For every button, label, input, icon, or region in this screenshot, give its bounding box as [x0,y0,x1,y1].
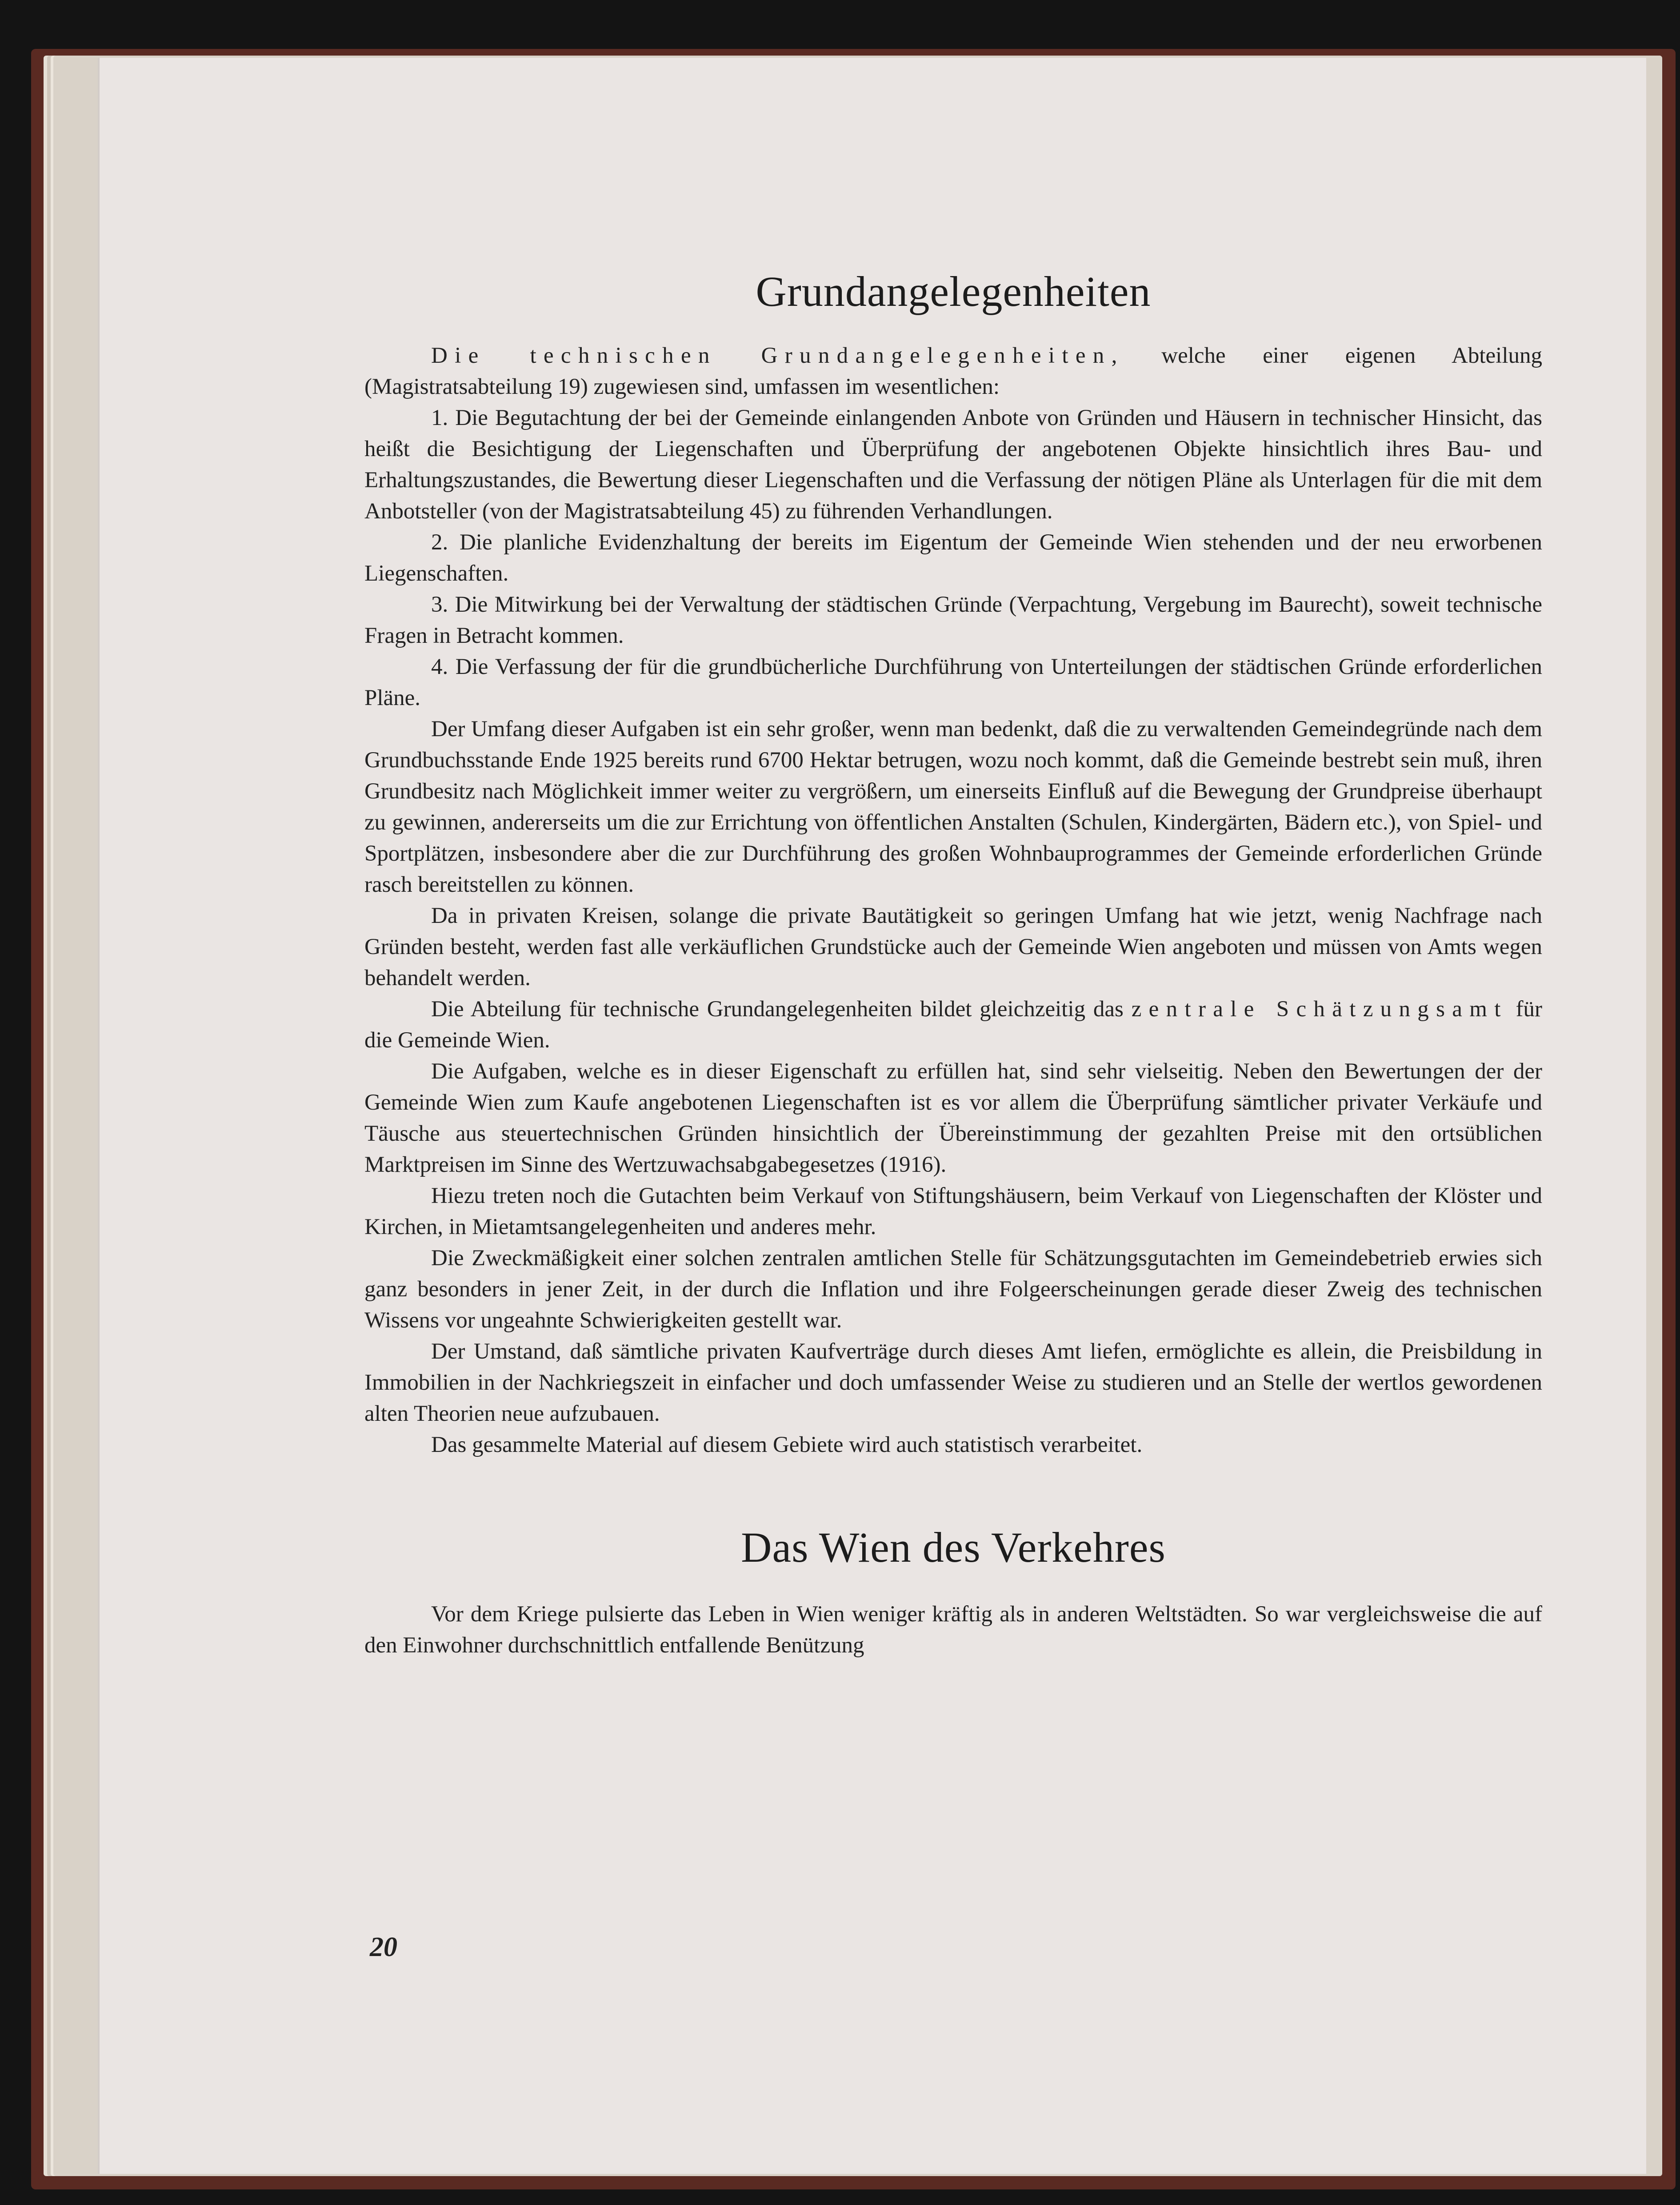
page-text [364,240,1542,1661]
abteilung-text-b: für die Gemeinde Wien. [364,997,1543,1053]
paragraph-abteilung [364,994,1542,1056]
intro-rest-text: welche einer eigenen Abteilung (Magistratsabteilung 19) zugewiesen sind, umfassen im wesentlichen: [364,343,1542,399]
list-item-4: 4. Die Verfassung der für die grundbücherliche Durchführung von Unterteilungen der städtischen Gründe erforderlichen Pläne. [364,654,1542,710]
page-number: 20 [370,1932,397,1962]
paragraph-hiezu: Hiezu treten noch die Gutachten beim Verkauf von Stiftungshäusern, beim Verkauf von Liegenschaften der Klöster und Kirchen, in Mietamtsangelegenheiten und anderes mehr. [364,1183,1542,1239]
intro-paragraph [364,340,1542,402]
paragraph-umfang: Der Umfang dieser Aufgaben ist ein sehr großer, wenn man bedenkt, daß die zu verwaltenden Gemeindegründe nach dem Grundbuchsstande Ende 1925 bereits rund 6700 Hektar betrugen, wozu noch kommt, daß die Gemeinde bestrebt sein muß, ihren Grundbesitz nach Möglichkeit immer weiter zu vergrößern, um einerseits Einfluß auf die Bewegung der Grundpreise überhaupt zu gewinnen, andererseits um die zur Errichtung von öffentlichen Anstalten (Schulen, Kindergärten, Bädern etc.), von Spiel- und Sportplätzen, insbesondere aber die zur Durchführung des großen Wohnbauprogrammes der Gemeinde erforderlichen Gründe rasch bereitstellen zu können. [364,717,1542,897]
section-title-grundangelegenheiten: Grundangelegenheiten [756,268,1151,315]
abteilung-text-a: Die Abteilung für technische Grundangelegenheiten bildet gleichzeitig das [431,997,1132,1022]
paragraph-zweck: Die Zweckmäßigkeit einer solchen zentralen amtlichen Stelle für Schätzungsgutachten im Gemeindebetrieb erwies sich ganz besonders in jener Zeit, in der durch die Inflation und ihre Folgeerscheinungen gerade dieser Zweig des technischen Wissens vor ungeahnte Schwierigkeiten gestellt war. [364,1246,1542,1333]
paragraph-krieg: Vor dem Kriege pulsierte das Leben in Wien weniger kräftig als in anderen Weltstädten. So war vergleichsweise die auf den Einwohner durchschnittlich entfallende Benützung [364,1602,1542,1658]
paragraph-material: Das gesammelte Material auf diesem Gebiete wird auch statistisch verarbeitet. [431,1432,1143,1457]
abteilung-spaced-text: zentrale Schätzungsamt [1131,997,1508,1022]
list-item-2: 2. Die planliche Evidenzhaltung der bereits im Eigentum der Gemeinde Wien stehenden und der neu erworbenen Liegenschaften. [364,530,1542,586]
list-item-1: 1. Die Begutachtung der bei der Gemeinde einlangenden Anbote von Gründen und Häusern in technischer Hinsicht, das heißt die Besichtigung der Liegenschaften und Überprüfung der angebotenen Objekte hinsichtlich ihres Bau- und Erhaltungszustandes, die Bewertung dieser Liegenschaften und die Verfassung der nötigen Pläne als Unterlagen für die mit dem Anbotsteller (von der Magistratsabteilung 45) zu führenden Verhandlungen. [364,405,1542,524]
paragraph-umstand: Der Umstand, daß sämtliche privaten Kaufverträge durch dieses Amt liefen, ermöglichte es allein, die Preisbildung in Immobilien in der Nachkriegszeit in einfacher und doch umfassender Weise zu studieren und an Stelle der wertlos gewordenen alten Theorien neue aufzubauen. [364,1339,1542,1426]
paragraph-aufgaben: Die Aufgaben, welche es in dieser Eigenschaft zu erfüllen hat, sind sehr vielseitig. Neben den Bewertungen der der Gemeinde Wien zum Kaufe angebotenen Liegenschaften ist es vor allem die Überprüfung sämtlicher privater Verkäufe und Täusche aus steuertechnischen Gründen hinsichtlich der Übereinstimmung der gezahlten Preise mit den ortsüblichen Marktpreisen im Sinne des Wertzuwachsabgabegesetzes (1916). [364,1059,1542,1177]
intro-spaced-text: Die technischen Grundangelegenheiten, [431,343,1124,368]
paragraph-privat: Da in privaten Kreisen, solange die private Bautätigkeit so geringen Umfang hat wie jetzt, wenig Nachfrage nach Gründen besteht, werden fast alle verkäuflichen Grundstücke auch der Gemeinde Wien angeboten und müssen von Amts wegen behandelt werden. [364,903,1542,990]
section-title-verkehr: Das Wien des Verkehres [741,1523,1166,1571]
list-item-3: 3. Die Mitwirkung bei der Verwaltung der städtischen Gründe (Verpachtung, Vergebung im Baurecht), soweit technische Fragen in Betracht kommen. [364,592,1542,648]
